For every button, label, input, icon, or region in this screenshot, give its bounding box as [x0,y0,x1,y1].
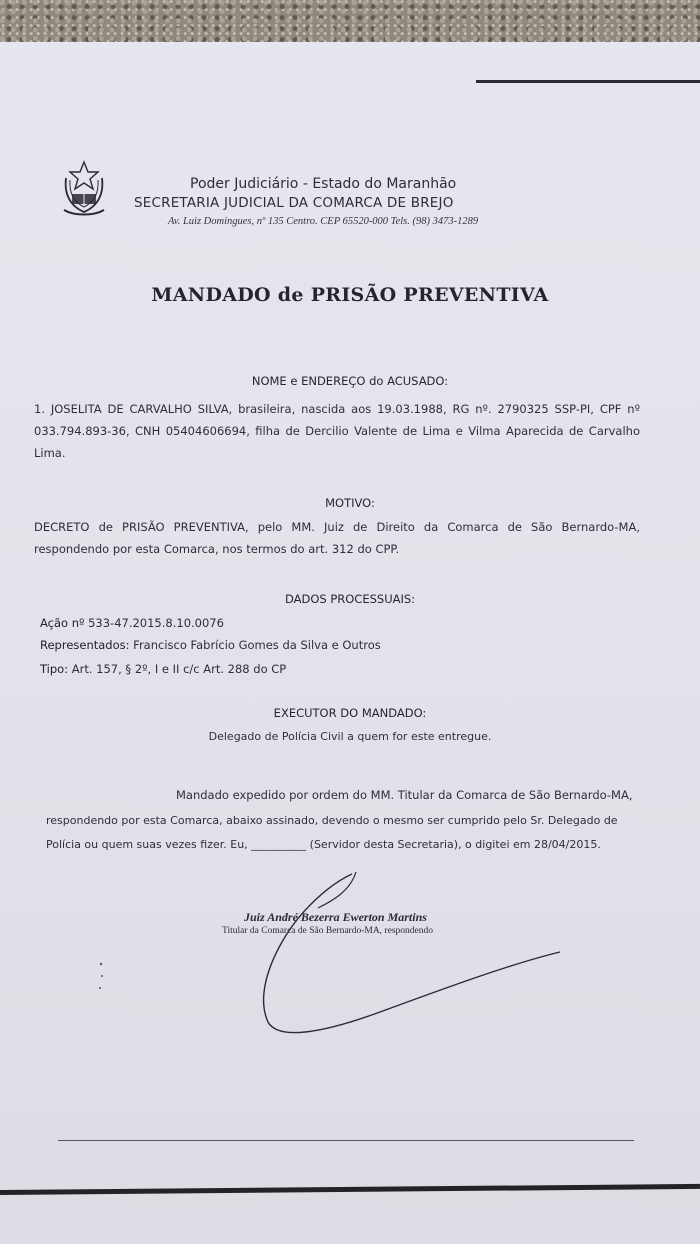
executor-text: Delegado de Polícia Civil a quem for este entregue. [208,730,492,743]
closing-line-2: respondendo por esta Comarca, abaixo assinado, devendo o mesmo ser cumprido pelo Sr. Delegado de [46,814,618,827]
bottom-thick-rule [0,1184,700,1195]
process-acao [40,616,224,630]
header-address: Av. Luiz Domingues, nº 135 Centro. CEP 65520-000 Tels. (98) 3473-1289 [168,216,479,227]
process-representados [40,638,381,652]
bottom-rule [58,1140,634,1141]
representados-label: Representados: [40,638,130,652]
document-page [0,42,700,1244]
accused-text: 1. JOSELITA DE CARVALHO SILVA, brasileira, nascida aos 19.03.1988, RG nº. 2790325 SSP-PI, CPF nº 033.794.893-36, CNH 05404606694, filha de Dercilio Valente de Lima e Vilma Aparecida de Carvalho Lima. [34,402,640,460]
process-tipo [40,662,286,676]
acao-label: Ação nº [40,616,85,630]
tipo-value: Art. 157, § 2º, I e II c/c Art. 288 do CP [71,662,287,676]
process-heading: DADOS PROCESSUAIS: [284,592,416,606]
executor-heading: EXECUTOR DO MANDADO: [273,706,427,720]
header-institution: Poder Judiciário - Estado do Maranhão [190,176,457,192]
document-title: MANDADO de PRISÃO PREVENTIVA [151,284,549,306]
motive-heading: MOTIVO: [325,496,375,510]
accused-heading: NOME e ENDEREÇO do ACUSADO: [251,374,449,388]
signatory-name: Juiz André Bezerra Ewerton Martins [244,910,427,924]
representados-value: Francisco Fabrício Gomes da Silva e Outros [133,638,381,652]
top-rule [476,80,700,83]
acao-value: 533-47.2015.8.10.0076 [88,616,224,630]
tipo-label: Tipo: [40,662,69,676]
closing-line-1: Mandado expedido por ordem do MM. Titular da Comarca de São Bernardo-MA, [176,788,633,802]
closing-line-3: Polícia ou quem suas vezes fizer. Eu, __________ (Servidor desta Secretaria), o digitei em 28/04/2015. [46,838,601,851]
header-secretariat: SECRETARIA JUDICIAL DA COMARCA DE BREJO [134,195,454,211]
motive-text: DECRETO de PRISÃO PREVENTIVA, pelo MM. Juiz de Direito da Comarca de São Bernardo-MA, respondendo por esta Comarca, nos termos do art. 312 do CPP. [34,520,640,556]
signatory-role: Titular da Comarca de São Bernardo-MA, respondendo [222,926,433,936]
coat-of-arms-icon [60,160,108,218]
